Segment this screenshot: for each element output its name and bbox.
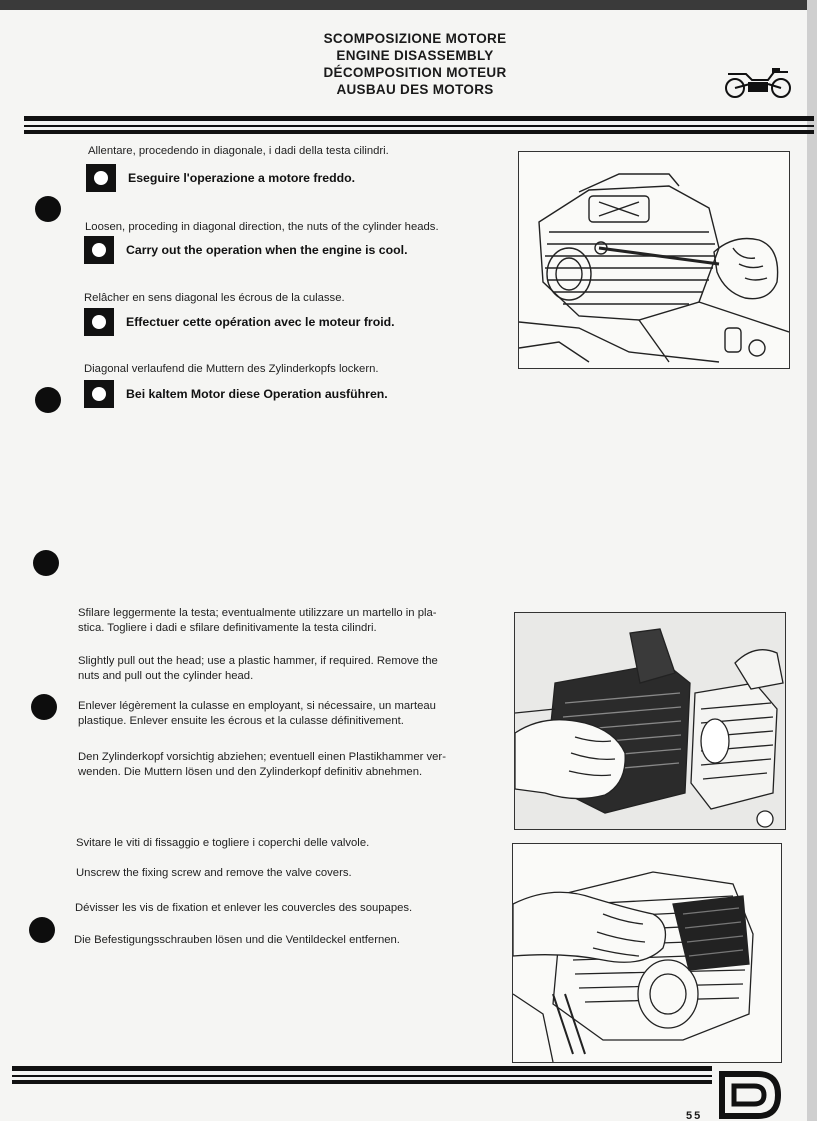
step1-text-italian: Allentare, procedendo in diagonale, i dadi della testa cilindri.	[88, 145, 389, 157]
warning-icon	[84, 308, 114, 336]
step1-warning-italian: Eseguire l'operazione a motore freddo.	[86, 164, 355, 192]
footer-rule-thick	[12, 1066, 712, 1071]
step1-text-german: Diagonal verlaufend die Muttern des Zylinderkopfs lockern.	[84, 363, 379, 375]
step2-text-german: Den Zylinderkopf vorsichtig abziehen; eventuell einen Plastikhammer ver- wenden. Die Muttern lösen und den Zylinderkopf definitiv abnehmen.	[78, 751, 446, 778]
binder-punch-hole	[33, 550, 59, 576]
illustration-loosening-head-nuts	[518, 151, 790, 369]
header-rule-thick-2	[24, 130, 814, 134]
step3-text-english: Unscrew the fixing screw and remove the valve covers.	[76, 867, 352, 879]
binder-punch-hole	[35, 196, 61, 222]
step1-text-english: Loosen, proceding in diagonal direction, the nuts of the cylinder heads.	[85, 221, 439, 233]
illustration-removing-valve-covers	[512, 843, 782, 1063]
manufacturer-logo-icon	[718, 1070, 782, 1121]
binder-punch-hole	[35, 387, 61, 413]
header-rule-thick	[24, 116, 814, 121]
illustration-removing-cylinder-head	[514, 612, 786, 830]
step3-text-german: Die Befestigungsschrauben lösen und die Ventildeckel entfernen.	[74, 934, 400, 946]
binder-punch-hole	[29, 917, 55, 943]
title-german: AUSBAU DES MOTORS	[336, 82, 494, 97]
step1-warning-german: Bei kaltem Motor diese Operation ausführen.	[84, 380, 388, 408]
title-english: ENGINE DISASSEMBLY	[336, 48, 494, 63]
title-french: DÉCOMPOSITION MOTEUR	[323, 65, 507, 80]
step2-text-italian: Sfilare leggermente la testa; eventualmente utilizzare un martello in pla- stica. Togliere i dadi e sfilare definitivamente la testa cilindri.	[78, 607, 437, 634]
scan-right-edge	[807, 0, 817, 1121]
step1-warning-french: Effectuer cette opération avec le moteur froid.	[84, 308, 395, 336]
warning-icon	[84, 380, 114, 408]
binder-punch-hole	[31, 694, 57, 720]
footer-rule-thick-2	[12, 1080, 712, 1084]
step1-warning-english: Carry out the operation when the engine is cool.	[84, 236, 408, 264]
step1-text-french: Relâcher en sens diagonal les écrous de la culasse.	[84, 292, 345, 304]
scan-top-band	[0, 0, 817, 10]
step3-text-french: Dévisser les vis de fixation et enlever les couvercles des soupapes.	[75, 902, 413, 914]
footer-rule-thin	[12, 1075, 712, 1077]
step2-text-english: Slightly pull out the head; use a plastic hammer, if required. Remove the nuts and pull out the cylinder head.	[78, 655, 438, 682]
warning-icon	[86, 164, 116, 192]
step3-text-italian: Svitare le viti di fissaggio e togliere i coperchi delle valvole.	[76, 837, 370, 849]
page-header	[250, 30, 580, 98]
title-italian: SCOMPOSIZIONE MOTORE	[323, 31, 507, 46]
header-rule-thin	[24, 125, 814, 127]
step2-text-french: Enlever légèrement la culasse en employant, si nécessaire, un marteau plastique. Enlever ensuite les écrous et la culasse définitivement.	[78, 700, 436, 727]
warning-icon	[84, 236, 114, 264]
motorcycle-icon	[722, 62, 794, 102]
page-number: 55	[686, 1110, 703, 1122]
